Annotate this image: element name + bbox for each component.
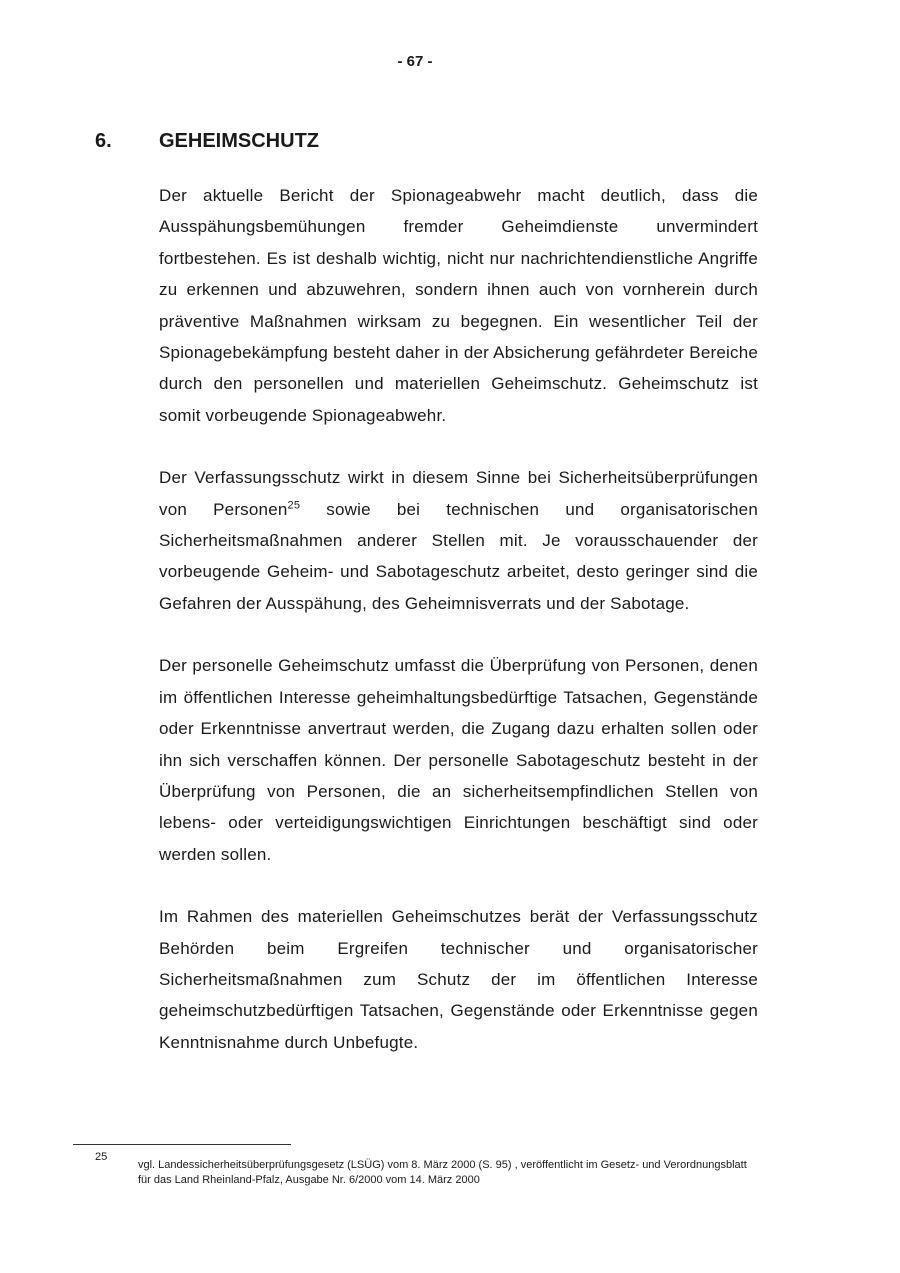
paragraph-2-text-after: sowie bei technischen und organisatorischen Sicherheitsmaßnahmen anderer Stellen mit. Je vorausschauender der vorbeugende Geheim- und Sabotageschutz arbeitet, desto geringer sind die Gefahren der Ausspähung, des Geheimnisverrats und der Sabotage. [159,499,758,613]
paragraph-4: Im Rahmen des materiellen Geheimschutzes berät der Verfassungsschutz Behörden beim Ergreifen technischer und organisatorischer Sicherheitsmaßnahmen zum Schutz der im öffentlichen Interesse geheimschutzbedürftigen Tatsachen, Gegenstände oder Erkenntnisse gegen Kenntnisnahme durch Unbefugte. [159,907,758,1052]
body-text [159,180,758,1089]
footnote-reference[interactable]: 25 [287,499,301,511]
section-title: GEHEIMSCHUTZ [159,130,319,152]
page-number: - 67 - [397,53,433,70]
footnote-text: vgl. Landessicherheitsüberprüfungsgesetz (LSÜG) vom 8. März 2000 (S. 95) , veröffentlicht im Gesetz- und Verordnungsblatt für das Land Rheinland-Pfalz, Ausgabe Nr. 6/2000 vom 14. März 2000 [138,1159,747,1186]
footnote-number: 25 [95,1151,108,1163]
footnote [95,1150,760,1188]
paragraph-2-text-before: Der Verfassungsschutz wirkt in diesem Sinne bei Sicherheitsüberprüfungen von Personen [159,468,758,519]
footnote-divider [73,1144,291,1145]
paragraph-1: Der aktuelle Bericht der Spionageabwehr macht deutlich, dass die Ausspähungsbemühungen fremder Geheimdienste unvermindert fortbestehen. Es ist deshalb wichtig, nicht nur nachrichtendienstliche Angriffe zu erkennen und abzuwehren, sondern ihnen auch von vornherein durch präventive Maßnahmen wirksam zu begegnen. Ein wesentlicher Teil der Spionagebekämpfung besteht daher in der Absicherung gefährdeter Bereiche durch den personellen und materiellen Geheimschutz. Geheimschutz ist somit vorbeugende Spionageabwehr. [159,186,758,425]
section-number: 6. [95,130,112,152]
paragraph-2 [159,462,758,619]
paragraph-3: Der personelle Geheimschutz umfasst die Überprüfung von Personen, denen im öffentlichen Interesse geheimhaltungsbedürftige Tatsachen, Gegenstände oder Erkenntnisse anvertraut werden, die Zugang dazu erhalten sollen oder ihn sich verschaffen können. Der personelle Sabotageschutz besteht in der Überprüfung von Personen, die an sicherheitsempfindlichen Stellen von lebens- oder verteidigungswichtigen Einrichtungen beschäftigt sind oder werden sollen. [159,656,758,864]
section-heading [95,130,755,153]
